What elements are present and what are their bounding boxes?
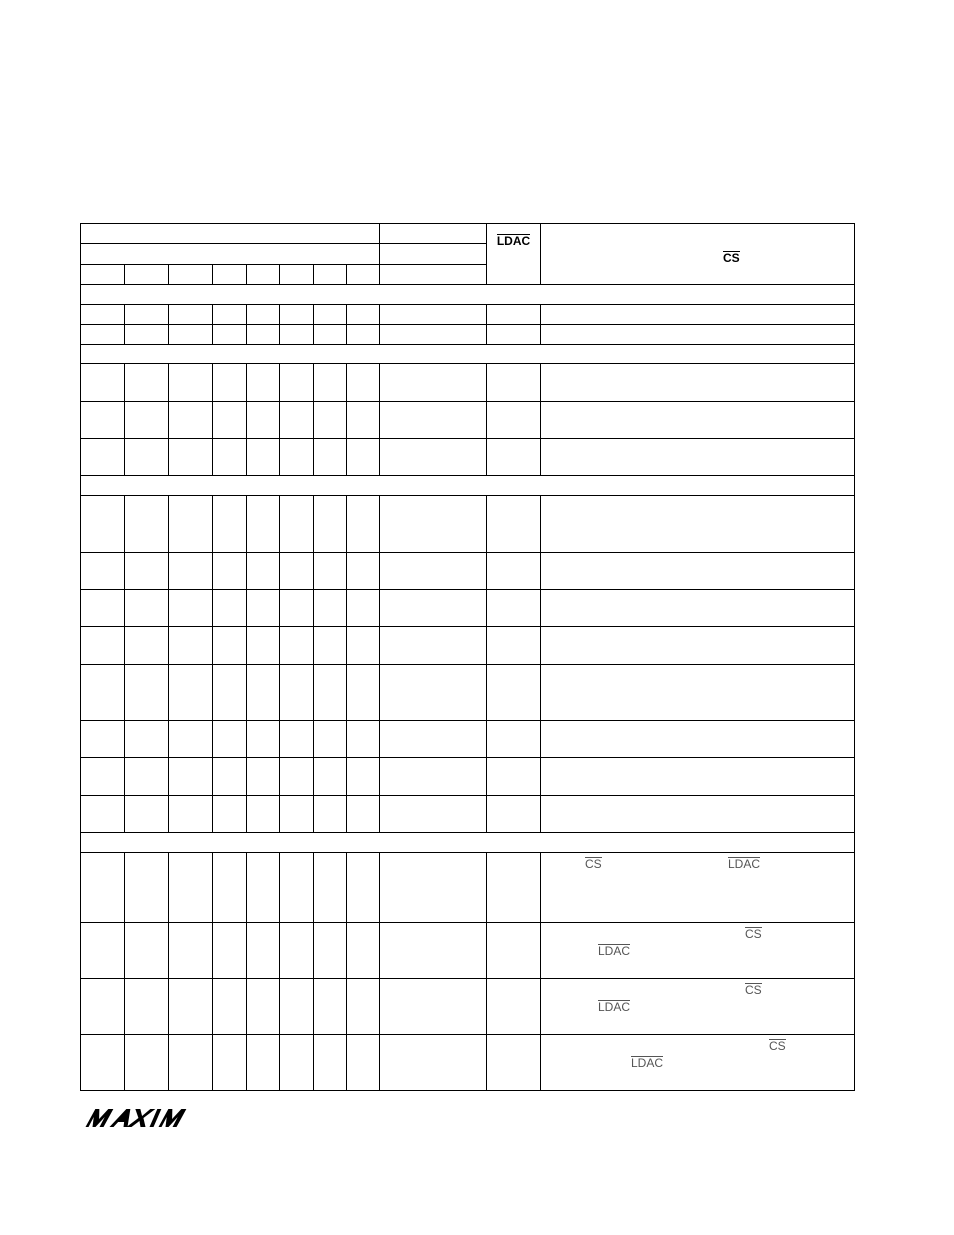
cs-overbar-text: CS — [585, 857, 602, 871]
table-row — [81, 665, 855, 721]
section-row — [81, 345, 855, 364]
table-row — [81, 853, 855, 923]
table-row — [81, 796, 855, 833]
description-cell — [541, 1035, 855, 1091]
maxim-logo-mark — [84, 1107, 194, 1129]
description-cell — [541, 923, 855, 979]
section-row — [81, 285, 855, 305]
maxim-logo — [84, 1107, 194, 1134]
ldac-header-label: LDAC — [496, 234, 531, 248]
section-row — [81, 476, 855, 496]
cs-overbar-text: CS — [769, 1039, 786, 1053]
description-header — [541, 224, 855, 285]
table-row — [81, 923, 855, 979]
table-row — [81, 553, 855, 590]
description-cell — [541, 853, 855, 923]
ldac-header — [487, 224, 541, 285]
table-row — [81, 402, 855, 439]
ldac-overbar-text: LDAC — [598, 944, 631, 958]
table-row — [81, 758, 855, 796]
table-row — [81, 496, 855, 553]
ldac-overbar-text: LDAC — [631, 1056, 664, 1070]
table-row — [81, 364, 855, 402]
ldac-overbar-text: LDAC — [728, 857, 761, 871]
ldac-overbar-text: LDAC — [598, 1000, 631, 1014]
section-row — [81, 833, 855, 853]
cs-overbar-text: CS — [745, 927, 762, 941]
cs-header-label: CS — [723, 251, 740, 265]
header-row-1 — [81, 224, 855, 244]
table-row — [81, 439, 855, 476]
table-row — [81, 305, 855, 325]
table-row — [81, 325, 855, 345]
table-row — [81, 721, 855, 758]
table-row — [81, 627, 855, 665]
table-row — [81, 1035, 855, 1091]
table-row — [81, 979, 855, 1035]
command-table — [80, 223, 855, 1091]
cs-overbar-text: CS — [745, 983, 762, 997]
description-cell — [541, 979, 855, 1035]
table-row — [81, 590, 855, 627]
